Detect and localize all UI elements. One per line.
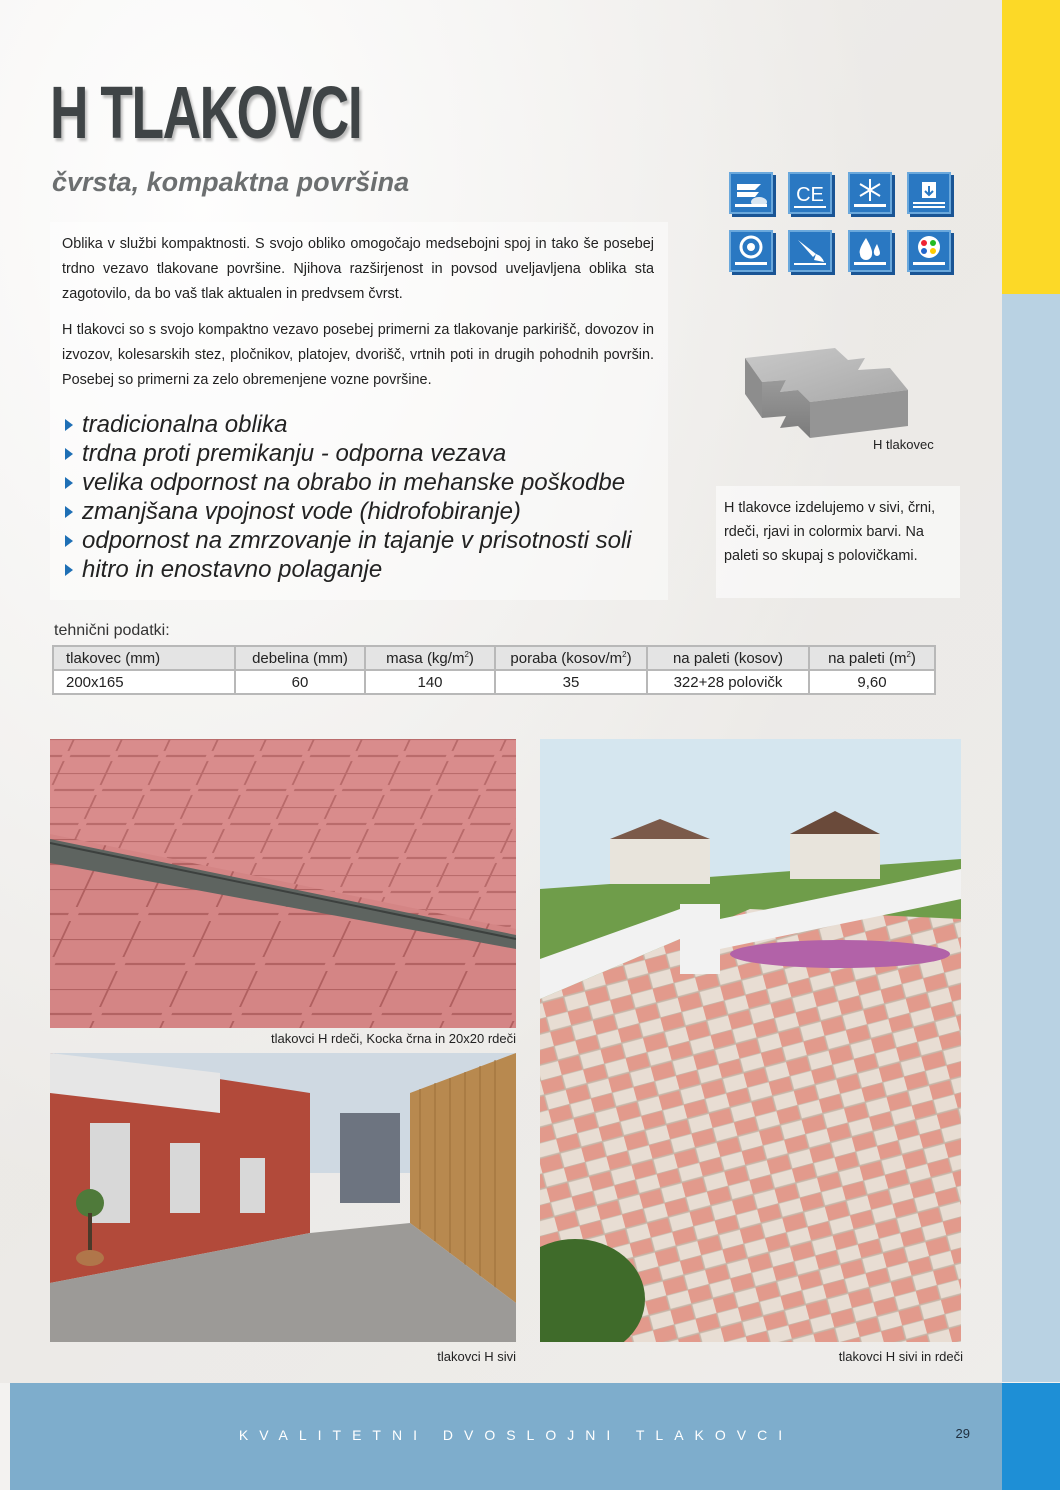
feature-text: trdna proti premikanju - odporna vezava [82, 440, 507, 467]
svg-text:CE: CE [796, 184, 824, 206]
bullet-arrow-icon [65, 448, 73, 460]
ce-mark-icon [788, 172, 832, 214]
tech-data-table [52, 645, 936, 695]
page-title: H TLAKOVCI [50, 71, 362, 154]
header-mass: masa $(kg/m^2)$ [365, 646, 495, 670]
feature-text: odpornost na zmrzovanje in tajanje v prisotnosti soli [82, 527, 632, 554]
photo-grey-red-pavers [540, 739, 961, 1342]
bullet-arrow-icon [65, 564, 73, 576]
color-palette-icon [907, 230, 951, 272]
feature-text: velika odpornost na obrabo in mehanske poškodbe [82, 469, 626, 496]
cell-thickness: 60 [235, 670, 365, 694]
intro-paragraph-1: Oblika v službi kompaktnosti. S svojo obliko omogočajo medsebojni spoj in tako še posebej trdno vezavo tlakovane površine. Njihova razširjenost in povsod uveljavljena oblika sta zagotovilo, da bo vaš tlak aktualen in predvsem čvrst. [62, 236, 654, 302]
h-paver-image [740, 330, 910, 440]
feature-item [62, 497, 632, 526]
bullet-arrow-icon [65, 535, 73, 547]
cell-consumption: 35 [495, 670, 647, 694]
layers-icon [729, 172, 773, 214]
bullet-arrow-icon [65, 477, 73, 489]
water-drop-icon [848, 230, 892, 272]
feature-item [62, 526, 632, 555]
footer-band [10, 1383, 1002, 1490]
feature-item [62, 439, 632, 468]
page-number: 29 [955, 1426, 970, 1441]
header-pallet-area: na paleti $(m^2)$ [809, 646, 935, 670]
photo-red-pavers [50, 739, 516, 1028]
weight-icon [907, 172, 951, 214]
header-thickness: debelina (mm) [235, 646, 365, 670]
photo-caption-2: tlakovci H sivi [437, 1349, 516, 1364]
cell-pallet-area: 9,60 [809, 670, 935, 694]
feature-item [62, 555, 632, 584]
feature-list [62, 410, 632, 584]
feature-text: zmanjšana vpojnost vode (hidrofobiranje) [82, 498, 521, 525]
product-caption: H tlakovec [873, 437, 934, 452]
cell-paver: 200x165 [53, 670, 235, 694]
photo-grey-street [50, 1053, 516, 1342]
photo-caption-1: tlakovci H rdeči, Kocka črna in 20x20 rdeči [271, 1031, 516, 1046]
brush-icon [788, 230, 832, 272]
feature-item [62, 410, 632, 439]
intro-paragraph-2: H tlakovci so s svojo kompaktno vezavo posebej primerni za tlakovanje parkirišč, dovozov in izvozov, kolesarskih stez, pločnikov, platojev, dvorišč, vrtnih poti in drugih pohodnih površin. Posebej so primerni za zelo obremenjene vozne površine. [62, 322, 654, 388]
side-band-dark-blue [1002, 1383, 1060, 1490]
page-subtitle: čvrsta, kompaktna površina [52, 167, 410, 197]
header-pallet-pieces: na paleti (kosov) [647, 646, 809, 670]
table-row [53, 670, 935, 694]
table-header-row [53, 646, 935, 670]
feature-text: tradicionalna oblika [82, 411, 288, 438]
snowflake-icon [848, 172, 892, 214]
footer-tagline: KVALITETNI DVOSLOJNI TLAKOVCI [238, 1427, 794, 1443]
tech-data-label: tehnični podatki: [54, 622, 170, 639]
photo-caption-3: tlakovci H sivi in rdeči [838, 1349, 963, 1364]
side-band-yellow [1002, 0, 1060, 294]
header-paver: tlakovec (mm) [53, 646, 235, 670]
product-note: H tlakovce izdelujemo v sivi, črni, rdeči, rjavi in colormix barvi. Na paleti so skupaj s polovičkami. [724, 500, 936, 564]
feature-item [62, 468, 632, 497]
feature-text: hitro in enostavno polaganje [82, 556, 383, 583]
bullet-arrow-icon [65, 506, 73, 518]
cell-mass: 140 [365, 670, 495, 694]
bullet-arrow-icon [65, 419, 73, 431]
cell-pallet-pieces: 322+28 polovičk [647, 670, 809, 694]
header-consumption: poraba $(kosov/m^2)$ [495, 646, 647, 670]
side-band-blue [1002, 294, 1060, 1382]
wheel-icon [729, 230, 773, 272]
